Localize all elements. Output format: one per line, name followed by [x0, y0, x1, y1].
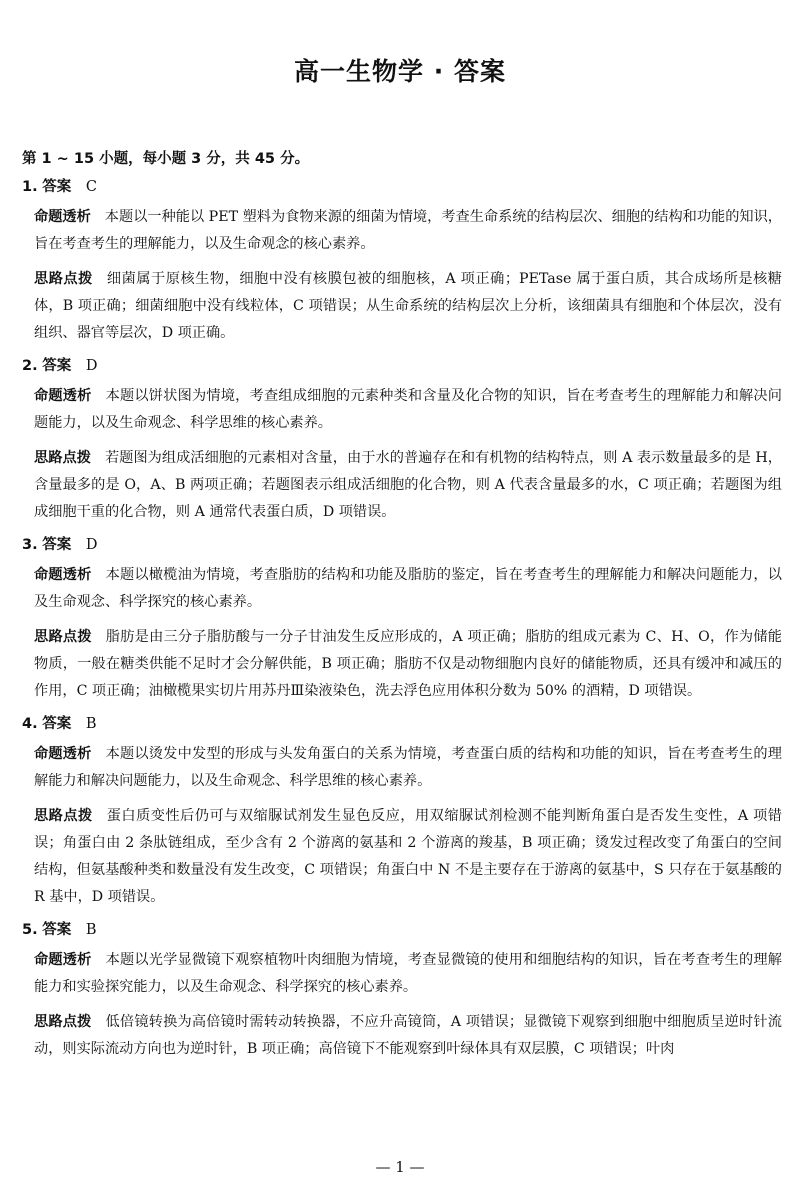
question-item: [22, 176, 782, 347]
answer-value: D: [85, 537, 98, 553]
question-item: [22, 713, 782, 911]
thinking-text: 若题图为组成活细胞的元素相对含量，由于水的普遍存在和有机物的结构特点，则 A 表示数量最多的是 H，含量最多的是 O，A、B 两项正确；若题图表示组成活细胞的化合物，则 A 代表含量最多的水，C 项正确；若题图为组成细胞干重的化合物，则 A 通常代表蛋白质，D 项错误。: [34, 450, 782, 520]
thinking-label: 思路点拨: [34, 450, 91, 466]
answer-label: 答案: [42, 922, 72, 938]
thinking-text: 蛋白质变性后仍可与双缩脲试剂发生显色反应，用双缩脲试剂检测不能判断角蛋白是否发生变性，A 项错误；角蛋白由 2 条肽链组成，至少含有 2 个游离的氨基和 2 个游离的羧基，B 项正确；烫发过程改变了角蛋白的空间结构，但氨基酸种类和数量没有发生改变，C 项错误；角蛋白中 N 不是主要存在于游离的氨基中，S 只存在于氨基酸的 R 基中，D 项错误。: [34, 808, 782, 905]
analysis-text: 本题以橄榄油为情境，考查脂肪的结构和功能及脂肪的鉴定，旨在考查考生的理解能力和解决问题能力，以及生命观念、科学探究的核心素养。: [34, 567, 782, 610]
analysis-text: 本题以饼状图为情境，考查组成细胞的元素种类和含量及化合物的知识，旨在考查考生的理解能力和解决问题能力，以及生命观念、科学思维的核心素养。: [34, 388, 782, 431]
thinking-paragraph: [34, 1009, 782, 1063]
analysis-label: 命题透析: [34, 746, 92, 762]
analysis-paragraph: [34, 383, 782, 437]
analysis-text: 本题以一种能以 PET 塑料为食物来源的细菌为情境，考查生命系统的结构层次、细胞的结构和功能的知识，旨在考查考生的理解能力，以及生命观念的核心素养。: [34, 209, 782, 252]
page-title: 高一生物学 · 答案: [294, 57, 506, 86]
answer-label: 答案: [42, 537, 72, 553]
answer-line: [22, 355, 782, 377]
thinking-label: 思路点拨: [34, 271, 93, 287]
analysis-label: 命题透析: [34, 388, 92, 404]
analysis-label: 命题透析: [34, 952, 92, 968]
analysis-label: 命题透析: [34, 567, 92, 583]
analysis-text: 本题以光学显微镜下观察植物叶肉细胞为情境，考查显微镜的使用和细胞结构的知识，旨在考查考生的理解能力和实验探究能力，以及生命观念、科学探究的核心素养。: [34, 952, 782, 995]
analysis-label: 命题透析: [34, 209, 91, 225]
answer-line: [22, 919, 782, 941]
answer-label: 答案: [42, 358, 72, 374]
question-item: [22, 919, 782, 1063]
question-number: 3.: [22, 537, 38, 553]
analysis-paragraph: [34, 741, 782, 795]
question-number: 5.: [22, 922, 38, 938]
question-item: [22, 534, 782, 705]
thinking-text: 低倍镜转换为高倍镜时需转动转换器，不应升高镜筒，A 项错误；显微镜下观察到细胞中细胞质呈逆时针流动，则实际流动方向也为逆时针，B 项正确；高倍镜下不能观察到叶绿体具有双层膜，C 项错误；叶肉: [34, 1014, 782, 1057]
question-number: 4.: [22, 716, 38, 732]
answer-line: [22, 534, 782, 556]
question-item: [22, 355, 782, 526]
thinking-label: 思路点拨: [34, 1014, 92, 1030]
page-number: — 1 —: [375, 1158, 425, 1176]
answer-label: 答案: [42, 716, 72, 732]
answer-value: C: [85, 179, 97, 195]
analysis-text: 本题以烫发中发型的形成与头发角蛋白的关系为情境，考查蛋白质的结构和功能的知识，旨在考查考生的理解能力和解决问题能力，以及生命观念、科学思维的核心素养。: [34, 746, 782, 789]
thinking-text: 脂肪是由三分子脂肪酸与一分子甘油发生反应形成的，A 项正确；脂肪的组成元素为 C、H、O，作为储能物质，一般在糖类供能不足时才会分解供能，B 项正确；脂肪不仅是动物细胞内良好的储能物质，还具有缓冲和减压的作用，C 项正确；油橄榄果实切片用苏丹Ⅲ染液染色，洗去浮色应用体积分数为 50% 的酒精，D 项错误。: [34, 629, 782, 699]
thinking-paragraph: [34, 803, 782, 911]
section-intro: 第 1 ~ 15 小题，每小题 3 分，共 45 分。: [22, 151, 310, 167]
answer-content: [22, 148, 782, 1071]
thinking-paragraph: [34, 445, 782, 526]
analysis-paragraph: [34, 947, 782, 1001]
answer-value: B: [85, 922, 97, 938]
answer-value: D: [85, 358, 98, 374]
question-number: 2.: [22, 358, 38, 374]
question-number: 1.: [22, 179, 38, 195]
analysis-paragraph: [34, 562, 782, 616]
answer-line: [22, 713, 782, 735]
answer-line: [22, 176, 782, 198]
analysis-paragraph: [34, 204, 782, 258]
thinking-label: 思路点拨: [34, 629, 92, 645]
answer-value: B: [85, 716, 97, 732]
thinking-paragraph: [34, 624, 782, 705]
thinking-text: 细菌属于原核生物，细胞中没有核膜包被的细胞核，A 项正确；PETase 属于蛋白质，其合成场所是核糖体，B 项正确；细菌细胞中没有线粒体，C 项错误；从生命系统的结构层次上分析，该细菌具有细胞和个体层次，没有组织、器官等层次，D 项正确。: [34, 271, 782, 341]
thinking-paragraph: [34, 266, 782, 347]
thinking-label: 思路点拨: [34, 808, 93, 824]
answer-label: 答案: [42, 179, 72, 195]
